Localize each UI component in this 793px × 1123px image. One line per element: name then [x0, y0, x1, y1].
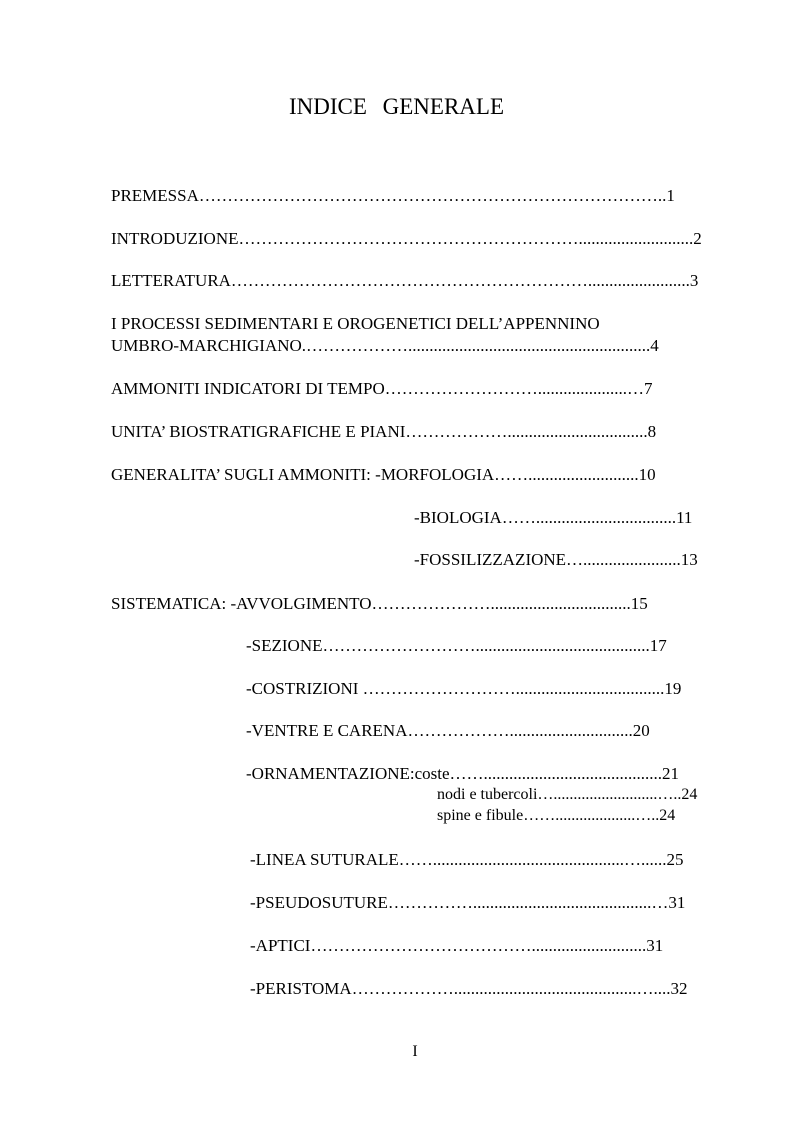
- toc-entry-costrizioni[interactable]: -COSTRIZIONI ………………………...................................19: [246, 679, 682, 698]
- toc-subentry-nodi-tubercoli[interactable]: nodi e tubercoli…..........................…..24: [437, 786, 698, 803]
- toc-entry-premessa[interactable]: PREMESSA………………………………………………………………………..1: [111, 186, 675, 205]
- toc-entry-unita-biostratigrafiche[interactable]: UNITA’ BIOSTRATIGRAFICHE E PIANI……………….................................8: [111, 422, 657, 441]
- toc-entry-ammoniti-indicatori[interactable]: AMMONITI INDICATORI DI TEMPO……………………….....................…7: [111, 379, 653, 398]
- toc-entry-letteratura[interactable]: LETTERATURA………………………………………………………........................3: [111, 271, 699, 290]
- toc-entry-pseudosuture[interactable]: -PSEUDOSUTURE……………..........................................…31: [250, 893, 686, 912]
- toc-entry-processi-line1[interactable]: I PROCESSI SEDIMENTARI E OROGENETICI DELL’APPENNINO: [111, 314, 600, 333]
- toc-subentry-spine-fibule[interactable]: spine e fibule……....................…..24: [437, 807, 676, 824]
- toc-entry-sezione[interactable]: -SEZIONE……………………….........................................17: [246, 636, 667, 655]
- toc-entry-aptici[interactable]: -APTICI…………………………………...........................31: [250, 936, 664, 955]
- page-title: INDICE GENERALE: [288, 94, 505, 119]
- toc-entry-peristoma[interactable]: -PERISTOMA………………...........................................…....32: [250, 979, 688, 998]
- toc-entry-linea-suturale[interactable]: -LINEA SUTURALE…….............................................…......25: [250, 850, 684, 869]
- toc-entry-fossilizzazione[interactable]: -FOSSILIZZAZIONE….......................13: [414, 550, 698, 569]
- toc-entry-generalita-morfologia[interactable]: GENERALITA’ SUGLI AMMONITI: -MORFOLOGIA……..........................10: [111, 465, 656, 484]
- toc-entry-introduzione[interactable]: INTRODUZIONE……………………………………………………...........................2: [111, 229, 702, 248]
- toc-entry-sistematica-avvolgimento[interactable]: SISTEMATICA: -AVVOLGIMENTO………………….................................15: [111, 594, 648, 613]
- toc-entry-processi-line2[interactable]: UMBRO-MARCHIGIANO.……………….........................................................4: [111, 336, 659, 355]
- toc-entry-ornamentazione[interactable]: -ORNAMENTAZIONE:coste……..........................................21: [246, 764, 680, 783]
- toc-entry-biologia[interactable]: -BIOLOGIA…….................................11: [414, 508, 693, 527]
- toc-entry-ventre-carena[interactable]: -VENTRE E CARENA……………….............................20: [246, 721, 650, 740]
- page-number: I: [412, 1043, 418, 1060]
